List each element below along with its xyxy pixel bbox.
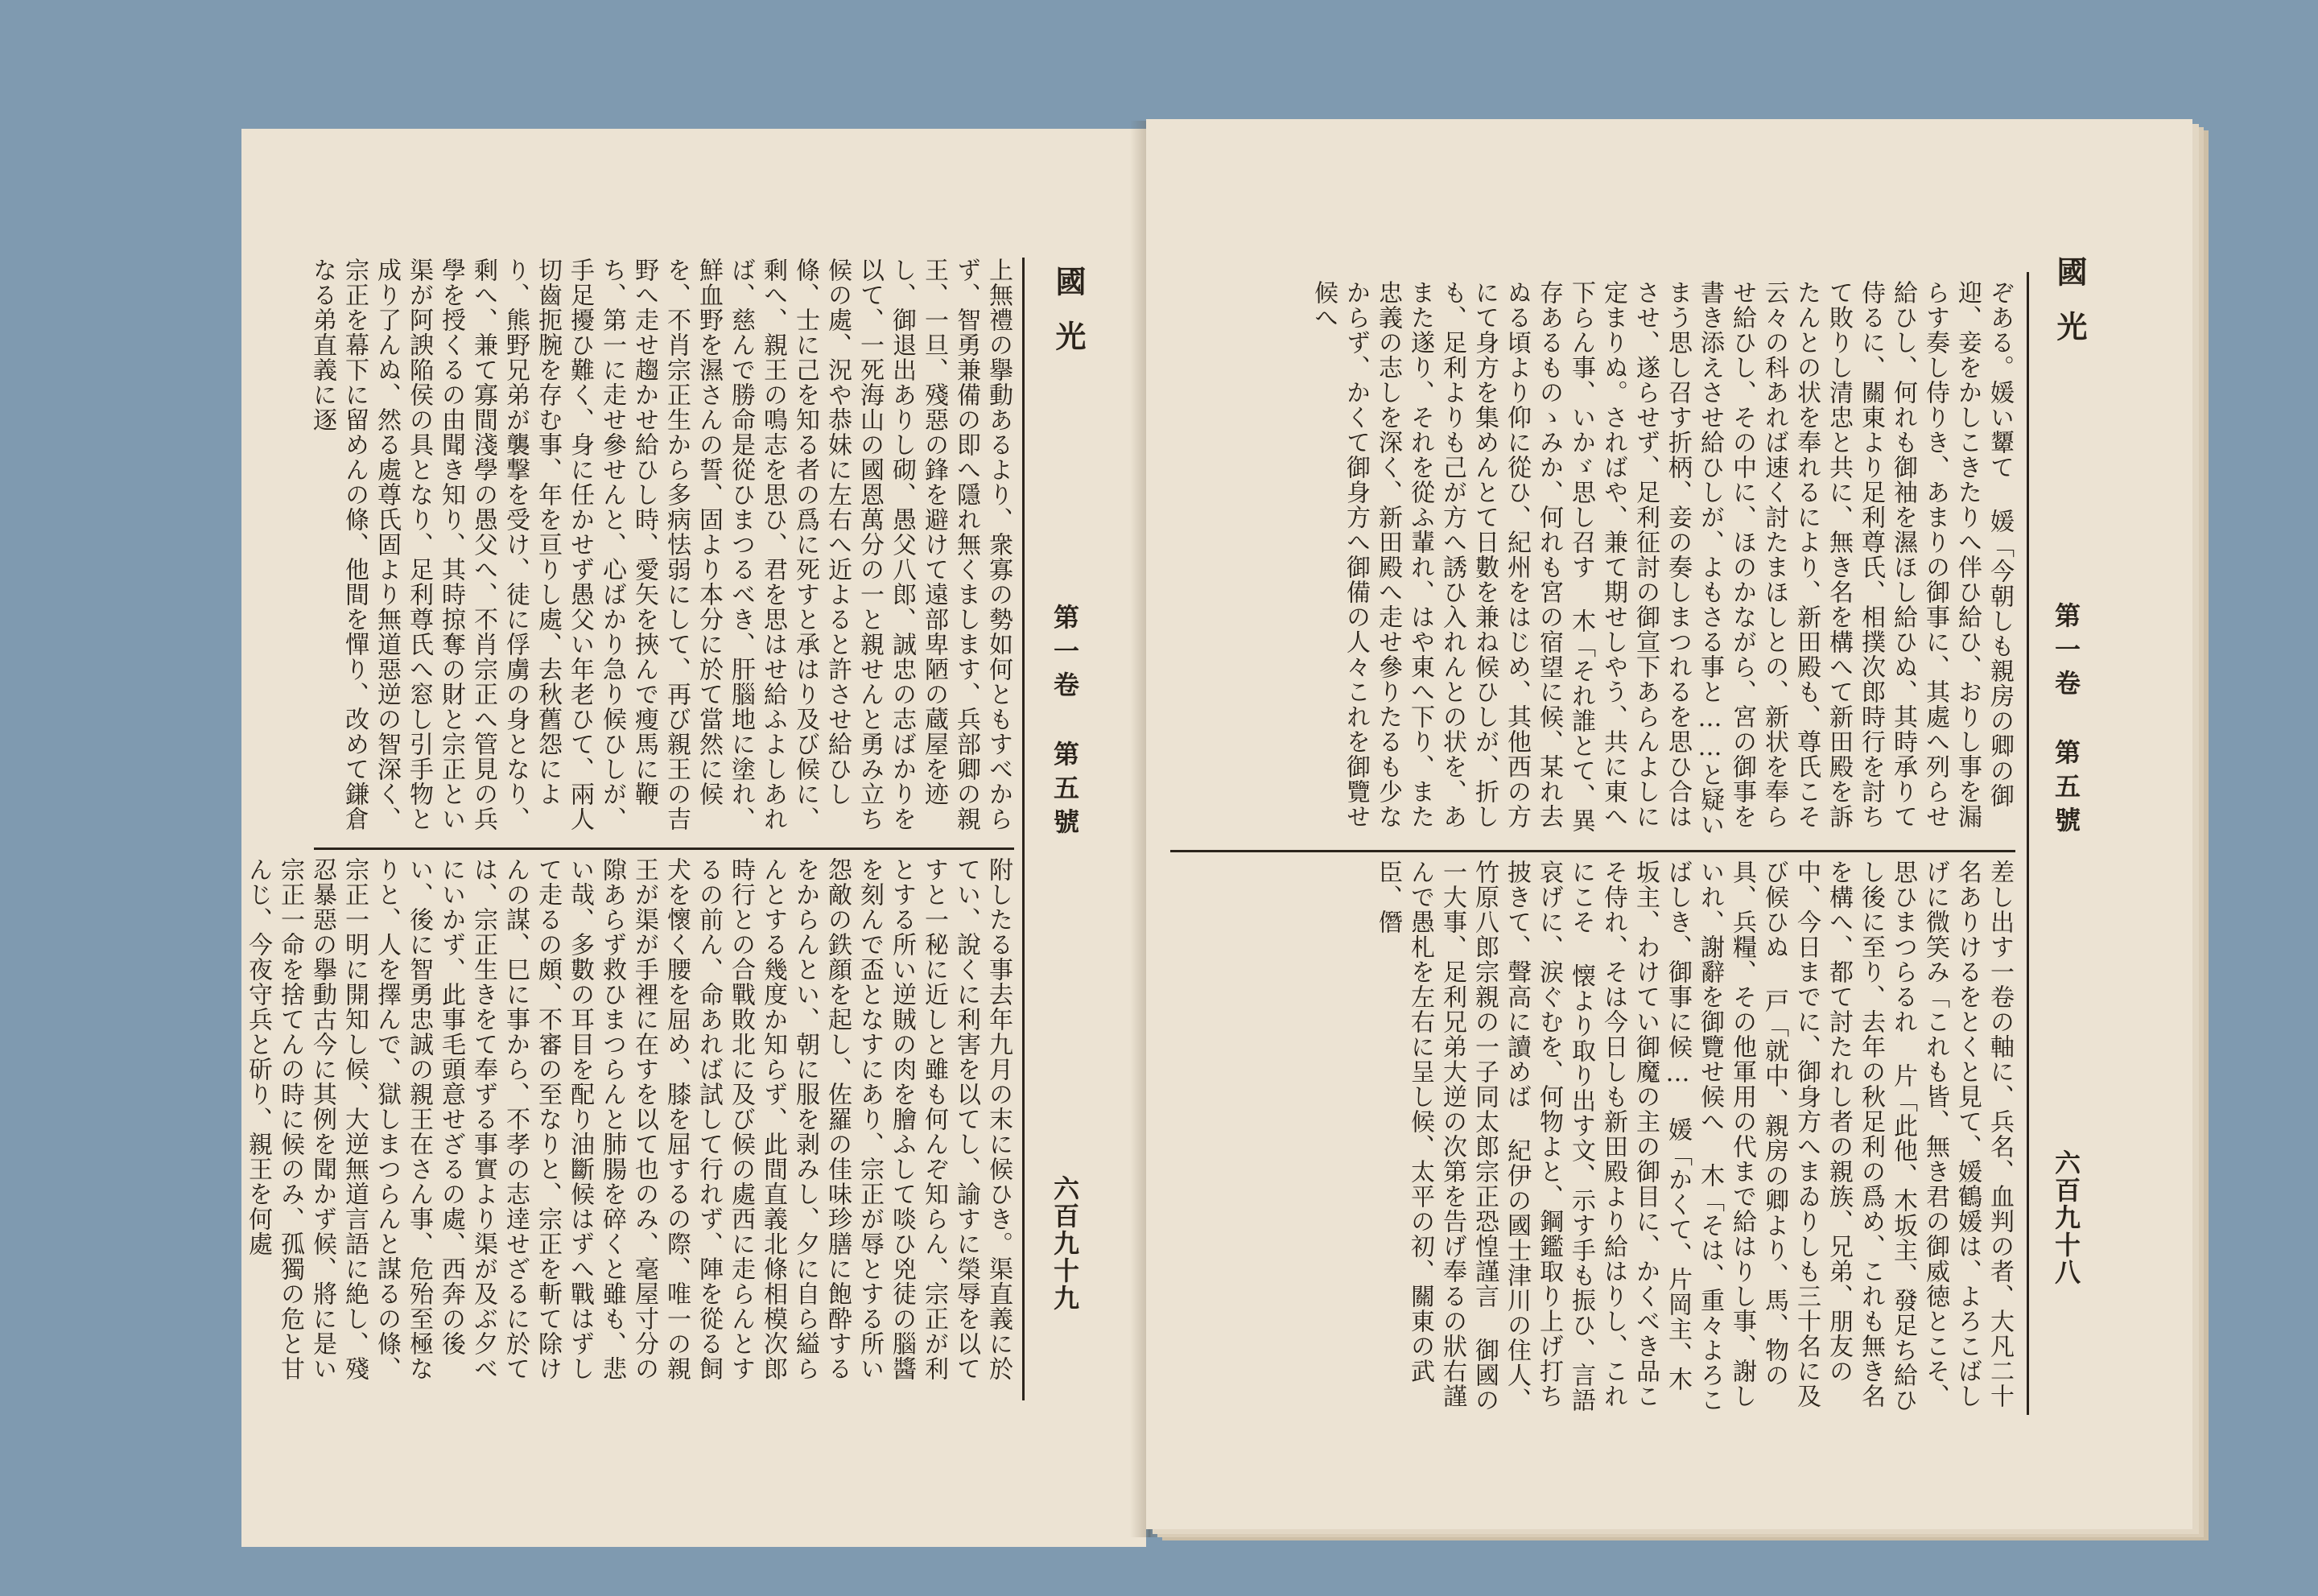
left-upper-text: 上無禮の擧動あるより、衆寡の勢如何ともすべからず、智勇兼備の即へ隱れ無くまします、兵部卿の親王、一旦、殘惡の鋒を避けて遠部卑陋の蔵屋を迹し、御退出ありし砌、愚父八郎、誠忠の志ばかりを以て、一死海山の國恩萬分の一と親せんと勇み立ち候の處、況や恭妹に左右へ近よると許させ給ひし條、士に己を知る者の爲に死すと承はり及び候に、剩へ、親王の鳴志を思ひ、君を思はせ給ふよしあれば、慈んで勝命是從ひまつるべき、肝腦地に塗れ、鮮血野を濕さんの誓、固より本分に於て當然に候を、不肖宗正生から多病怯弱にして、再び親王の吉野へ走せ趨かせ給ひし時、愛矢を挾んで瘦馬に鞭ち、第一に走せ參せんと、心ばかり急り候ひしが、手足擾ひ難く、身に任かせず愚父い年老ひて、兩人切齒扼腕を存む事、年を亘りし處、去秋舊怨により、熊野兄弟が襲撃を受け、徒に俘虜の身となり、剩へ、兼て寡間淺學の愚父へ、不肖宗正へ管見の兵學を授くるの由聞き知り、其時掠奪の財と宗正とい渠が阿諛陥侯の具となり、足利尊氏へ窓し引手物と成り了んぬ、然る處尊氏固より無道惡逆の智深く、宗正を幕下に留めんの條、他間を憚り、改めて鎌倉なる弟直義に逐 <box>308 258 1013 831</box>
left-page-number: 六百九十九 <box>1050 1175 1080 1312</box>
right-running-title: 國光 <box>2052 256 2088 365</box>
right-issue-label: 第五號 <box>2051 739 2081 840</box>
left-section-divider <box>314 847 1014 850</box>
left-page <box>241 129 1146 1547</box>
right-section-divider <box>1170 850 2015 852</box>
right-header-rule <box>2027 272 2029 1415</box>
left-volume-label: 第一卷 <box>1050 604 1080 705</box>
left-issue-label: 第五號 <box>1050 740 1080 842</box>
right-upper-text: ぞある。媛い顰て 媛「今朝しも親房の卿の御迎、妾をかしこきたりへ伴ひ給ひ、おりし事を漏らす奏し侍りき、あまりの御事に、其處へ列らせ給ひし、何れも御袖を濕ほし給ひぬ、其時承りて侍るに、關東より足利尊氏、相撲次郎時行を討ちて敗りし清忠と共に、無き名を構へて新田殿を訴たんとの状を奉れるにより、新田殿も、尊氏こそ云々の科あれば速く討たまほしとの、新状を奉らせ給ひし、その中に、ほのかながら、宮の御事を書き添えさせ給ひしが、よもさる事と……と疑いまう思し召す折柄、妾の奏しまつれるを思ひ合はさせ、遂らせず、足利征討の御宣下あらんよしに定まりぬ。さればや、兼て期せしやう、共に東へ下らん事、いかゞ思し召す 木「それ誰とて、異存あるものゝみか、何れも宮の宿望に候、某れ去ぬる頃より仰に從ひ、紀州をはじめ、其他西の方にて身方を集めんとて日數を兼ね候ひしが、折しも、足利よりも己が方へ誘ひ入れんとの状を、あまた遂り、それを從ふ輩れ、はや東へ下り、また忠義の志しを深く、新田殿へ走せ參りたるも少なからず、かくて御身方へ御備の人々これを御覽せ候へ <box>1310 280 2014 837</box>
left-running-title: 國光 <box>1050 266 1087 375</box>
left-header-rule <box>1022 258 1025 1400</box>
right-page-number: 六百九十八 <box>2051 1149 2081 1286</box>
right-volume-label: 第一卷 <box>2051 602 2081 703</box>
left-lower-text: 附したる事去年九月の末に候ひき。渠直義に於てい、說くに利害を以てし、諭すに榮辱を以てすと一秘に近しと雖も何んぞ知らん、宗正が利とする所い逆賊の肉を膾ふして啖ひ兇徒の腦醬を刻んで盃となすにあり、宗正が辱とする所い怨敵の鉄顔を起し、佐羅の佳味珍膳に飽酔するをからんとい、朝に服を剥みし、夕に自ら縊らんとする幾度か知らず、此間直義北條相模次郎時行との合戰敗北に及び候の處西に走らんとするの前ん、命あれば試して行れず、陣を從る飼犬を懷く腰を屈め、膝を屈するの際、唯一の親王が渠が手裡に在すを以て也のみ、毫屋寸分の隙あらず救ひまつらんと肺腸を碎くと雖も、悲い哉、多數の耳目を配り油斷候はずへ戰はずして走るの頗、不審の至なりと、宗正を斬て除けんの謀、巳に事から、不孝の志逹せざるに於ては、宗正生きをて奉ずる事實より渠が及ぶ夕べにいかず、此事毛頭意せざるの處、西奔の後い、後に智勇忠誠の親王在さん事、危殆至極なりと、人を擇んで、獄しまつらんと謀るの條、宗正一明に開知し候、大逆無道言語に絶し、殘忍暴惡の擧動古今に其例を聞かず候、將に是い宗正一命を捨てんの時に候のみ、孤獨の危と甘んじ、今夜守兵と斫り、親王を何處 <box>244 857 1013 1381</box>
right-page <box>1146 119 2192 1529</box>
right-lower-text: 差し出す一卷の軸に、兵名、血判の者、大凡二十名ありけるをとくと見て、媛鶴媛は、よろこばしげに微笑み「これも皆、無き君の御威徳とこそ、思ひまつらるれ 片「此他、木坂主、發足ち給ひし後に至り、去年の秋足利の爲め、これも無き名を構へ、都て討たれし者の親族、兄弟、朋友の中、今日までに、御身方へまゐりしも三十名に及び候ひぬ 戸「就中、親房の卿より、馬、物の具、兵糧、その他軍用の代まで給はりし事、謝しいれ、謝辭を御覽せ候へ 木「そは、重々よろこばしき、御事に候… 媛「かくて、片岡主、木坂主、わけてい御魔の主の御目に、かくべき品こそ侍れ、そは今日しも新田殿より給はりし、これにこそ 懐より取り出す文、示す手も振ひ、言語哀げに、涙ぐむを、何物よと、鋼鑑取り上げ打ち披きて、聲高に讀めば 紀伊の國士津川の住人、竹原八郎宗親の一子同太郎宗正恐惶謹言 御國の一大事、足利兄弟大逆の次第を告げ奉るの狀右謹んで愚札を左右に呈し候、太平の初、關東の武臣、僭 <box>1374 860 2014 1412</box>
